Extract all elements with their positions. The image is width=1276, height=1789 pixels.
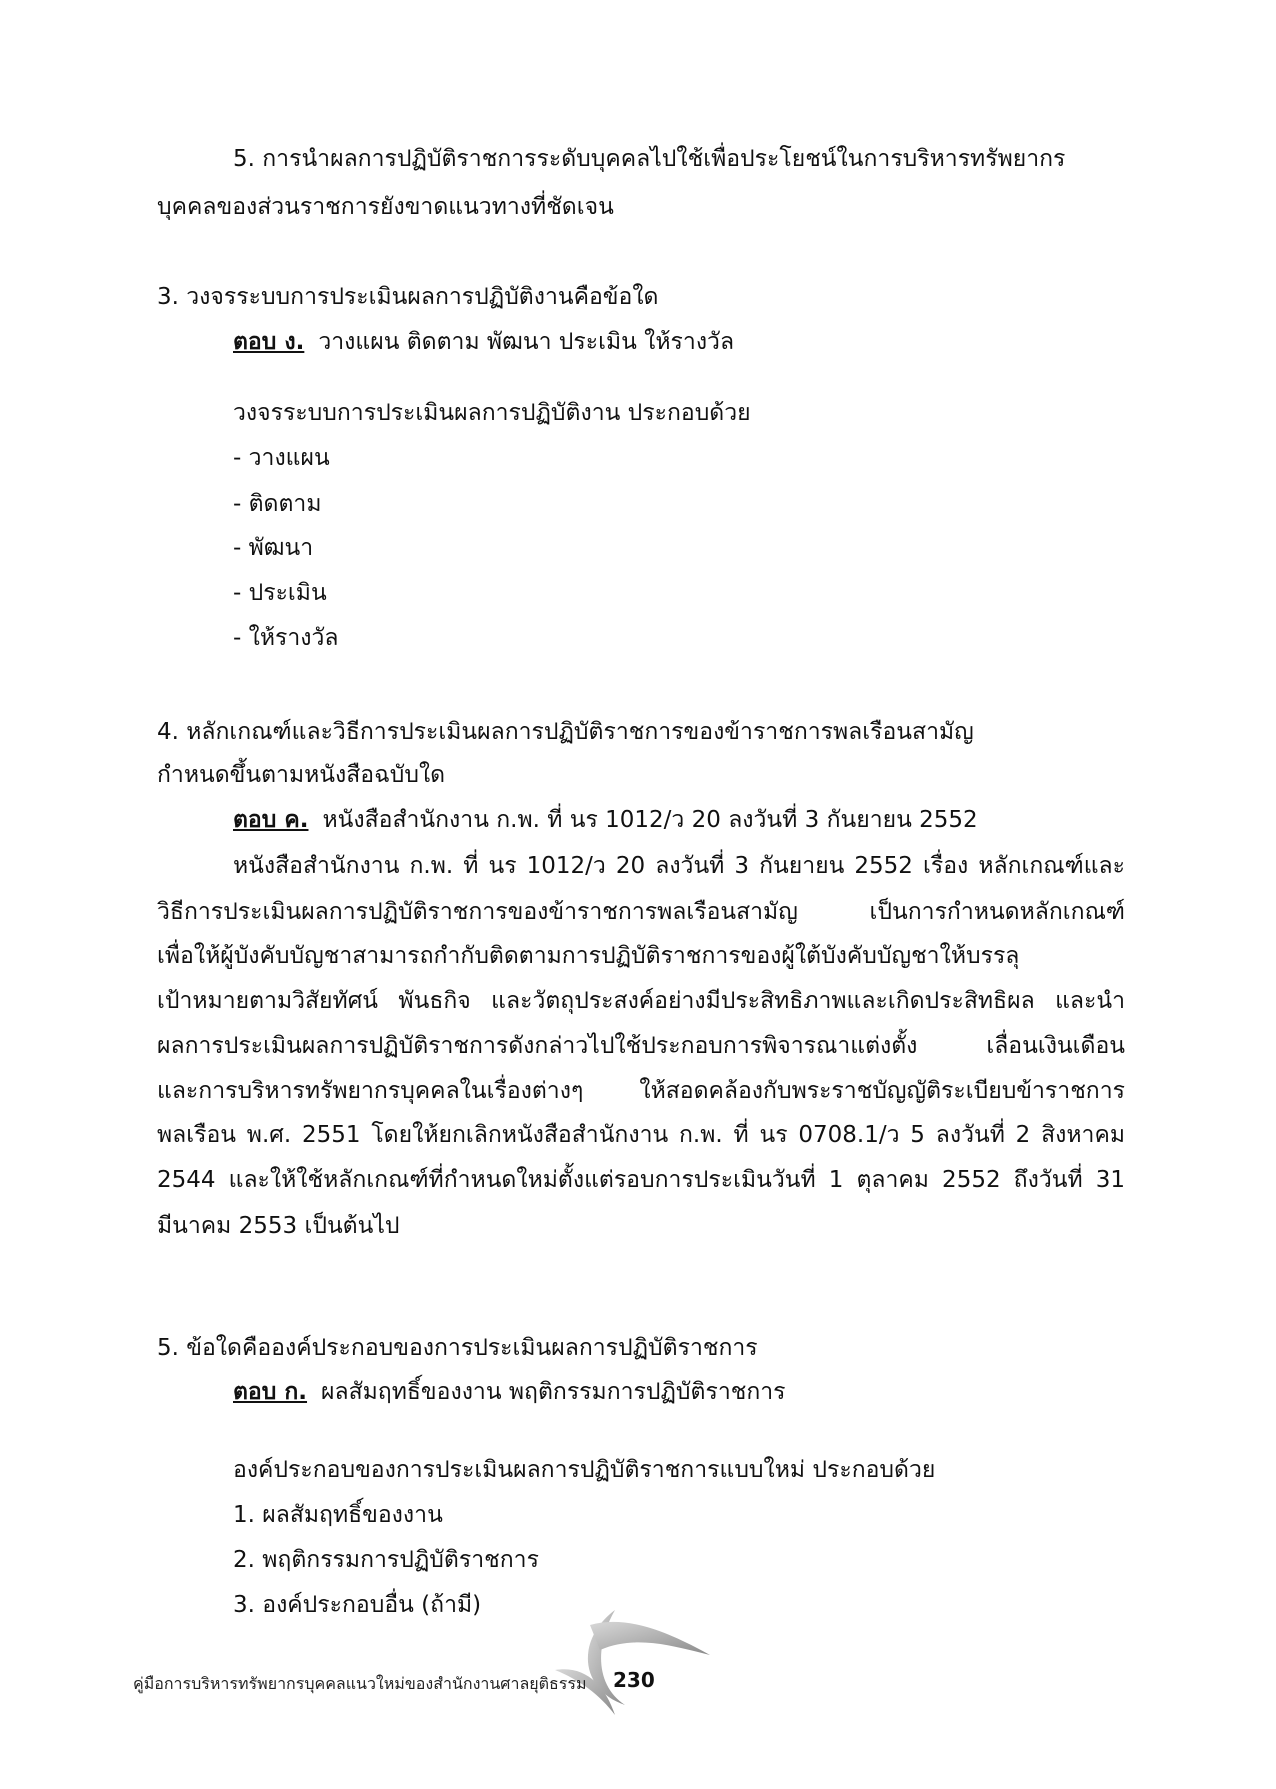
swoosh-logo-icon [555, 1610, 715, 1720]
paragraph-line: 2544 และให้ใช้หลักเกณฑ์ที่กำหนดใหม่ตั้งแต่รอบการประเมินวันที่ 1 ตุลาคม 2552 ถึงวันที่ 31 [157, 1167, 1125, 1193]
explanation-3: วงจรระบบการประเมินผลการปฏิบัติงาน ประกอบด้วย [233, 400, 751, 426]
list-item: 1. ผลสัมฤทธิ์ของงาน [233, 1502, 443, 1528]
answer-text: หนังสือสำนักงาน ก.พ. ที่ นร 1012/ว 20 ลงวันที่ 3 กันยายน 2552 [322, 807, 978, 833]
paragraph-line: มีนาคม 2553 เป็นต้นไป [157, 1213, 400, 1239]
paragraph-line: และการบริหารทรัพยากรบุคคลในเรื่องต่างๆ ให้สอดคล้องกับพระราชบัญญัติระเบียบข้าราชการ [157, 1078, 1125, 1104]
answer-label: ตอบ ง. [233, 329, 305, 355]
intro-line-2: บุคคลของส่วนราชการยังขาดแนวทางที่ชัดเจน [157, 194, 614, 220]
list-item: - ติดตาม [233, 491, 322, 517]
answer-5 [233, 1377, 786, 1407]
paragraph-line: หนังสือสำนักงาน ก.พ. ที่ นร 1012/ว 20 ลงวันที่ 3 กันยายน 2552 เรื่อง หลักเกณฑ์และ [233, 853, 1125, 879]
answer-label: ตอบ ก. [233, 1379, 308, 1405]
paragraph-line: ผลการประเมินผลการปฏิบัติราชการดังกล่าวไปใช้ประกอบการพิจารณาแต่งตั้ง เลื่อนเงินเดือน [157, 1033, 1125, 1059]
list-item: 2. พฤติกรรมการปฏิบัติราชการ [233, 1547, 539, 1573]
question-3: 3. วงจรระบบการประเมินผลการปฏิบัติงานคือข้อใด [157, 284, 659, 310]
question-4-line-1: 4. หลักเกณฑ์และวิธีการประเมินผลการปฏิบัติราชการของข้าราชการพลเรือนสามัญ [157, 719, 974, 745]
list-item: 3. องค์ประกอบอื่น (ถ้ามี) [233, 1592, 482, 1618]
paragraph-line: วิธีการประเมินผลการปฏิบัติราชการของข้าราชการพลเรือนสามัญ เป็นการกำหนดหลักเกณฑ์ [157, 899, 1125, 925]
list-item: - วางแผน [233, 445, 330, 471]
explanation-5: องค์ประกอบของการประเมินผลการปฏิบัติราชการแบบใหม่ ประกอบด้วย [233, 1457, 936, 1483]
paragraph-line: เพื่อให้ผู้บังคับบัญชาสามารถกำกับติดตามการปฏิบัติราชการของผู้ใต้บังคับบัญชาให้บรรลุ [157, 943, 1020, 969]
list-item: - ประเมิน [233, 580, 327, 606]
paragraph-line: พลเรือน พ.ศ. 2551 โดยให้ยกเลิกหนังสือสำนักงาน ก.พ. ที่ นร 0708.1/ว 5 ลงวันที่ 2 สิงหาคม [157, 1122, 1125, 1148]
list-item: - ให้รางวัล [233, 625, 339, 651]
answer-text: วางแผน ติดตาม พัฒนา ประเมิน ให้รางวัล [318, 329, 735, 355]
answer-label: ตอบ ค. [233, 807, 309, 833]
answer-3 [233, 327, 734, 357]
answer-4 [233, 805, 978, 835]
question-5: 5. ข้อใดคือองค์ประกอบของการประเมินผลการปฏิบัติราชการ [157, 1335, 758, 1361]
footer-title: คู่มือการบริหารทรัพยากรบุคคลแนวใหม่ของสำนักงานศาลยุติธรรม [133, 1676, 587, 1693]
intro-line-1: 5. การนำผลการปฏิบัติราชการระดับบุคคลไปใช้เพื่อประโยชน์ในการบริหารทรัพยากร [233, 146, 1066, 172]
answer-text: ผลสัมฤทธิ์ของงาน พฤติกรรมการปฏิบัติราชการ [321, 1379, 786, 1405]
list-item: - พัฒนา [233, 535, 314, 561]
page-number: 230 [613, 1668, 655, 1692]
paragraph-line: เป้าหมายตามวิสัยทัศน์ พันธกิจ และวัตถุประสงค์อย่างมีประสิทธิภาพและเกิดประสิทธิผล และนำ [157, 988, 1125, 1014]
question-4-line-2: กำหนดขึ้นตามหนังสือฉบับใด [157, 762, 446, 788]
